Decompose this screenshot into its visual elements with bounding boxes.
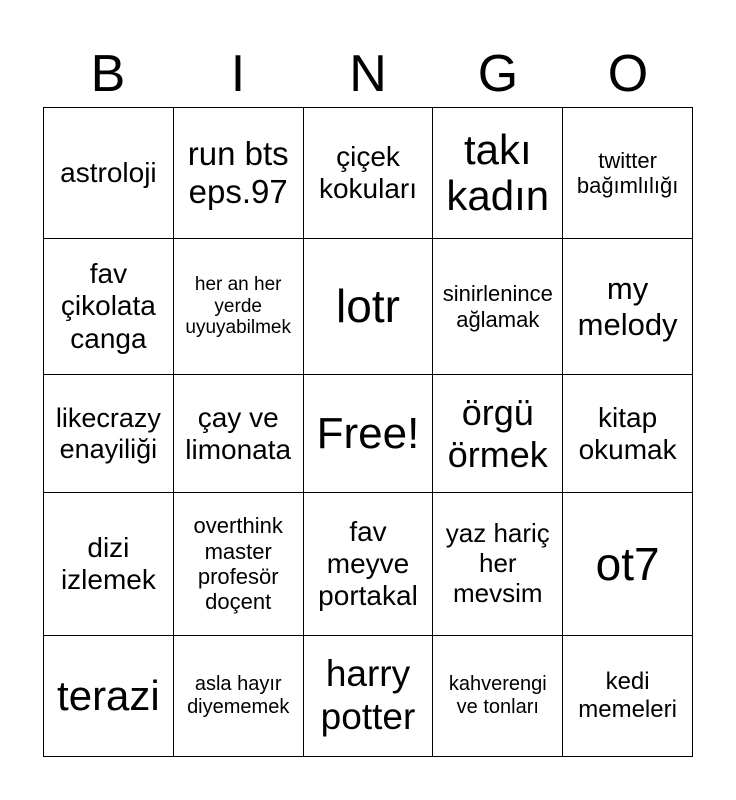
bingo-cell[interactable] xyxy=(173,108,303,239)
cell-label: fav meyve portakal xyxy=(318,515,418,612)
bingo-cell[interactable] xyxy=(563,108,693,239)
bingo-cell[interactable] xyxy=(303,238,433,374)
bingo-board xyxy=(43,107,693,757)
cell-label: yaz hariç her mevsim xyxy=(445,518,550,608)
bingo-cell[interactable] xyxy=(433,493,563,636)
cell-label: takı kadın xyxy=(446,125,550,219)
bingo-cell[interactable] xyxy=(563,238,693,374)
cell-label: çay ve limonata xyxy=(185,401,292,465)
cell-label: ot7 xyxy=(595,537,660,590)
cell-label: overthink master profesör doçent xyxy=(193,513,283,615)
header-letter-b: B xyxy=(90,45,126,103)
bingo-cell[interactable] xyxy=(44,108,174,239)
bingo-cell[interactable] xyxy=(173,493,303,636)
bingo-cell[interactable] xyxy=(44,635,174,756)
cell-label: fav çikolata canga xyxy=(60,258,156,354)
bingo-cell[interactable] xyxy=(44,375,174,493)
bingo-cell[interactable] xyxy=(563,635,693,756)
bingo-cell[interactable] xyxy=(433,108,563,239)
bingo-cell[interactable] xyxy=(303,493,433,636)
header-letter-g: G xyxy=(477,45,519,103)
bingo-cell[interactable] xyxy=(433,635,563,756)
bingo-cell[interactable] xyxy=(173,635,303,756)
board-row xyxy=(44,375,693,493)
bingo-header xyxy=(43,40,693,108)
bingo-cell[interactable] xyxy=(563,375,693,493)
cell-label: terazi xyxy=(57,671,160,719)
cell-label: çiçek kokuları xyxy=(318,140,418,204)
bingo-cell[interactable] xyxy=(433,375,563,493)
cell-label: kedi memeleri xyxy=(578,668,677,723)
cell-label: likecrazy enayiliği xyxy=(55,402,161,464)
cell-label: asla hayır diyememek xyxy=(187,672,290,718)
free-space-label: Free! xyxy=(316,408,420,458)
cell-label: lotr xyxy=(336,280,400,333)
board-row xyxy=(44,238,693,374)
bingo-cell[interactable] xyxy=(303,635,433,756)
bingo-cell[interactable] xyxy=(433,238,563,374)
board-row xyxy=(44,108,693,239)
cell-label: örgü örmek xyxy=(447,392,548,475)
cell-label: run bts eps.97 xyxy=(187,134,289,210)
cell-label: kitap okumak xyxy=(578,401,677,465)
bingo-cell[interactable] xyxy=(303,108,433,239)
bingo-cell[interactable] xyxy=(563,493,693,636)
cell-label: dizi izlemek xyxy=(60,531,156,596)
cell-label: astroloji xyxy=(60,156,157,188)
cell-label: sinirlenince ağlamak xyxy=(442,281,553,332)
bingo-cell[interactable] xyxy=(173,375,303,493)
cell-label: her an her yerde uyuyabilmek xyxy=(185,273,291,339)
cell-label: twitter bağımlılığı xyxy=(576,147,679,198)
cell-label: kahverengi ve tonları xyxy=(448,672,547,718)
cell-label: my melody xyxy=(577,270,678,342)
board-row xyxy=(44,493,693,636)
header-letter-o: O xyxy=(607,45,649,103)
board-row xyxy=(44,635,693,756)
free-space-cell[interactable] xyxy=(303,375,433,493)
header-letter-n: N xyxy=(349,45,387,103)
bingo-cell[interactable] xyxy=(44,238,174,374)
bingo-cell[interactable] xyxy=(173,238,303,374)
header-letter-i: I xyxy=(230,45,246,103)
cell-label: harry potter xyxy=(320,653,416,737)
bingo-cell[interactable] xyxy=(44,493,174,636)
